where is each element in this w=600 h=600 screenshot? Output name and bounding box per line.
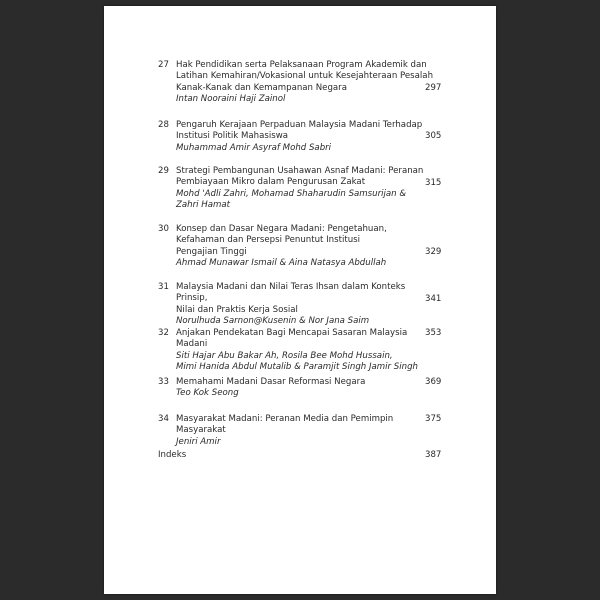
toc-author-line: Mohd 'Adli Zahri, Mohamad Shaharudin Samsurijan & bbox=[176, 188, 407, 199]
toc-author-line: Ahmad Munawar Ismail & Aina Natasya Abdullah bbox=[176, 258, 387, 269]
toc-page-number: 297 bbox=[425, 83, 442, 93]
toc-entry-title bbox=[176, 166, 438, 189]
toc-title-line: Nilai dan Praktis Kerja Sosial bbox=[176, 304, 298, 315]
toc-page-number: 315 bbox=[425, 178, 442, 188]
toc-entry-number: 32 bbox=[158, 328, 169, 338]
toc-page-number: 329 bbox=[425, 247, 442, 257]
toc-entry-authors bbox=[176, 388, 438, 399]
toc-page-number: 375 bbox=[425, 414, 442, 424]
toc-title-line: Latihan Kemahiran/Vokasional untuk Kesejahteraan Pesalah bbox=[176, 71, 434, 82]
toc-author-line: Mimi Hanida Abdul Mutalib & Paramjit Singh Jamir Singh bbox=[176, 362, 418, 373]
toc-title-line: Hak Pendidikan serta Pelaksanaan Program Akademik dan bbox=[176, 60, 427, 70]
toc-entry-title bbox=[176, 60, 438, 94]
toc-title-line: Malaysia Madani dan Nilai Teras Ihsan dalam Konteks Prinsip, bbox=[176, 282, 406, 304]
toc-entry-number: 31 bbox=[158, 282, 169, 292]
toc-entry-number: 29 bbox=[158, 166, 169, 176]
toc-page-number: 369 bbox=[425, 377, 442, 387]
toc-entry-authors bbox=[176, 351, 438, 374]
toc-entry-number: 27 bbox=[158, 60, 169, 70]
toc-entry-title bbox=[176, 120, 438, 143]
toc-title-line: Memahami Madani Dasar Reformasi Negara bbox=[176, 377, 366, 387]
document-page bbox=[104, 6, 496, 594]
toc-title-line: Institusi Politik Mahasiswa bbox=[176, 131, 289, 142]
toc-entry-authors bbox=[176, 189, 438, 212]
toc-page-number: 353 bbox=[425, 328, 442, 338]
toc-entry-authors bbox=[176, 316, 438, 327]
toc-page-number: 341 bbox=[425, 294, 442, 304]
toc-author-line: Jeniri Amir bbox=[176, 436, 221, 447]
toc-title-line: Masyarakat Madani: Peranan Media dan Pemimpin Masyarakat bbox=[176, 414, 394, 436]
toc-entry-title bbox=[176, 377, 438, 388]
toc-title-line: Strategi Pembangunan Usahawan Asnaf Madani: Peranan bbox=[176, 166, 424, 176]
toc-author-line: Intan Nooraini Haji Zainol bbox=[176, 94, 286, 105]
toc-title-line: Kanak-Kanak dan Kemampanan Negara bbox=[176, 82, 347, 93]
toc-title-line: Konsep dan Dasar Negara Madani: Pengetahuan, bbox=[176, 224, 387, 234]
toc-title-line: Anjakan Pendekatan Bagi Mencapai Sasaran Malaysia Madani bbox=[176, 328, 408, 350]
toc-entry-authors bbox=[176, 258, 438, 269]
toc-entry-authors bbox=[176, 437, 438, 448]
toc-author-line: Zahri Hamat bbox=[176, 200, 230, 211]
toc-index-page-number: 387 bbox=[425, 450, 442, 460]
toc-entry-title bbox=[176, 328, 438, 351]
toc-index-label[interactable]: Indeks bbox=[158, 450, 187, 460]
toc-author-line: Teo Kok Seong bbox=[176, 388, 239, 399]
toc-title-line: Pembiayaan Mikro dalam Pengurusan Zakat bbox=[176, 177, 366, 188]
toc-author-line: Muhammad Amir Asyraf Mohd Sabri bbox=[176, 142, 332, 153]
toc-page-number: 305 bbox=[425, 131, 442, 141]
toc-entry-number: 28 bbox=[158, 120, 169, 130]
toc-entry-authors bbox=[176, 143, 438, 154]
toc-title-line: Pengaruh Kerajaan Perpaduan Malaysia Madani Terhadap bbox=[176, 120, 423, 130]
toc-entry-authors bbox=[176, 94, 438, 105]
toc-entry-title bbox=[176, 224, 438, 258]
toc-entry-number: 33 bbox=[158, 377, 169, 387]
toc-author-line: Norulhuda Sarnon@Kusenin & Nor Jana Saim bbox=[176, 316, 370, 327]
toc-entry-number: 34 bbox=[158, 414, 169, 424]
toc-entry-title bbox=[176, 414, 438, 437]
toc-entry-title bbox=[176, 282, 438, 316]
toc-title-line: Pengajian Tinggi bbox=[176, 246, 247, 257]
toc-author-line: Siti Hajar Abu Bakar Ah, Rosila Bee Mohd Hussain, bbox=[176, 350, 393, 361]
toc-entry-number: 30 bbox=[158, 224, 169, 234]
toc-title-line: Kefahaman dan Persepsi Penuntut Institusi bbox=[176, 235, 361, 246]
